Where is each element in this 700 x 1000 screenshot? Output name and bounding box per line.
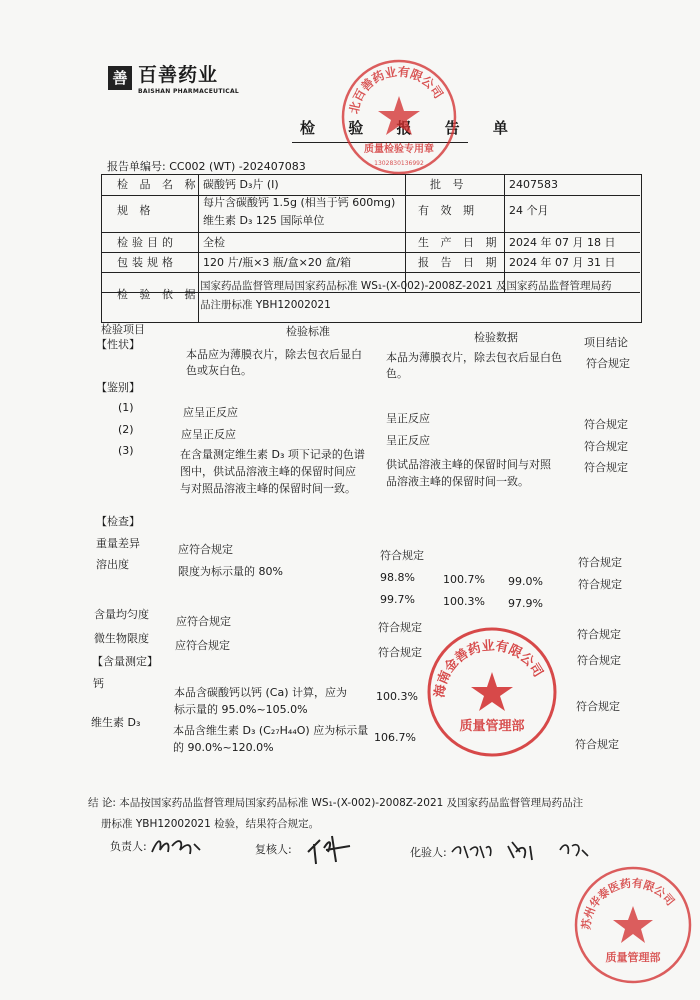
col-standard: 检验标准 (286, 325, 330, 338)
weight-result: 符合规定 (578, 556, 622, 569)
microbe-data: 符合规定 (378, 646, 422, 659)
quality-management-stamp-hainan (424, 624, 560, 760)
report-date-value: 2024 年 07 月 31 日 (509, 256, 616, 269)
section-identification: 【鉴别】 (96, 381, 140, 394)
svg-text:苏州华泰医药有限公司: 苏州华泰医药有限公司 (579, 876, 677, 931)
responsible-signature (148, 832, 204, 860)
reviewer-label: 复核人: (255, 843, 292, 856)
section-inspection: 【检查】 (96, 515, 140, 528)
svg-text:海南金善药业有限公司: 海南金善药业有限公司 (432, 638, 546, 699)
weight-std: 应符合规定 (178, 543, 233, 556)
section-appearance: 【性状】 (96, 338, 140, 351)
ident-2-std: 应呈正反应 (181, 428, 236, 441)
spec-value-2: 维生素 D₃ 125 国际单位 (203, 214, 325, 227)
appearance-result: 符合规定 (586, 357, 630, 370)
purpose-label: 检验目的 (117, 236, 177, 249)
vd-data: 106.7% (374, 731, 416, 744)
spec-label: 规 格 (117, 204, 155, 217)
reviewer-signature (302, 828, 354, 868)
microbe-std: 应符合规定 (175, 639, 230, 652)
package-label: 包装规格 (117, 256, 177, 269)
weight-label: 重量差异 (96, 537, 140, 550)
ident-1-data: 呈正反应 (386, 412, 430, 425)
package-value: 120 片/瓶×3 瓶/盒×20 盒/箱 (203, 256, 352, 269)
col-data: 检验数据 (474, 331, 518, 344)
company-logo-icon: 善 (108, 66, 132, 90)
ident-2-data: 呈正反应 (386, 434, 430, 447)
product-name-value: 碳酸钙 D₃片 (I) (203, 178, 279, 191)
ident-3-data-1: 供试品溶液主峰的保留时间与对照 (386, 458, 551, 471)
appearance-std-1: 本品应为薄膜衣片，除去包衣后显白 (186, 348, 362, 361)
col-conclusion: 项目结论 (584, 336, 628, 349)
col-item: 检验项目 (101, 323, 145, 336)
report-number: 报告单编号: CC002 (WT) -202407083 (107, 160, 306, 173)
ident-3-data-2: 品溶液主峰的保留时间一致。 (386, 475, 529, 488)
company-name-cn: 百善药业 (138, 64, 219, 86)
ca-std-1: 本品含碳酸钙以钙 (Ca) 计算，应为 (174, 686, 347, 699)
uniformity-data: 符合规定 (378, 621, 422, 634)
weight-data: 符合规定 (380, 549, 424, 562)
ca-label: 钙 (93, 677, 104, 690)
basis-value-1: 国家药品监督管理局国家药品标准 WS₁-(X-002)-2008Z-2021 及国家药品监督管理局药 (200, 280, 612, 292)
document-title: 检 验 报 告 单 (300, 119, 522, 137)
dissolution-value-6: 97.9% (508, 597, 543, 610)
quality-management-stamp-suzhou (572, 864, 694, 986)
uniformity-label: 含量均匀度 (94, 608, 149, 621)
uniformity-result: 符合规定 (577, 628, 621, 641)
batch-label: 批 号 (430, 178, 468, 191)
vd-std-2: 的 90.0%~120.0% (173, 741, 274, 754)
appearance-data-2: 色。 (386, 367, 408, 380)
ident-2-no: (2) (118, 423, 134, 436)
validity-value: 24 个月 (509, 204, 549, 217)
production-date-value: 2024 年 07 月 18 日 (509, 236, 616, 249)
product-name-label: 检 品 名 称 (117, 178, 200, 191)
ident-1-std: 应呈正反应 (183, 406, 238, 419)
company-name-en: BAISHAN PHARMACEUTICAL (138, 88, 240, 95)
svg-text:质量管理部: 质量管理部 (605, 951, 661, 964)
ca-data: 100.3% (376, 690, 418, 703)
ca-result: 符合规定 (576, 700, 620, 713)
ident-3-result: 符合规定 (584, 461, 628, 474)
responsible-label: 负责人: (110, 840, 147, 853)
ca-std-2: 标示量的 95.0%~105.0% (174, 703, 308, 716)
section-assay: 【含量测定】 (92, 655, 158, 668)
dissolution-value-5: 100.3% (443, 595, 485, 608)
ident-3-no: (3) (118, 444, 134, 457)
basis-value-2: 品注册标准 YBH12002021 (200, 299, 331, 311)
report-date-label: 报 告 日 期 (418, 256, 501, 269)
tester-signatures (450, 836, 610, 864)
microbe-result: 符合规定 (577, 654, 621, 667)
dissolution-std: 限度为标示量的 80% (178, 565, 283, 578)
svg-text:质量管理部: 质量管理部 (459, 719, 525, 734)
appearance-std-2: 色或灰白色。 (186, 364, 252, 377)
appearance-data-1: 本品为薄膜衣片，除去包衣后显白色 (386, 351, 562, 364)
ident-3-std-3: 与对照品溶液主峰的保留时间一致。 (180, 482, 356, 495)
dissolution-value-2: 100.7% (443, 573, 485, 586)
purpose-value: 全检 (203, 236, 225, 249)
spec-value-1: 每片含碳酸钙 1.5g (相当于钙 600mg) (203, 196, 396, 209)
validity-label: 有 效 期 (418, 204, 478, 217)
basis-label: 检 验 依 据 (117, 288, 200, 301)
dissolution-value-3: 99.0% (508, 575, 543, 588)
vd-label: 维生素 D₃ (91, 716, 141, 729)
conclusion-line-1: 结 论: 本品按国家药品监督管理局国家药品标准 WS₁-(X-002)-2008Z-2021 及国家药品监督管理局药品注 (88, 797, 584, 809)
dissolution-label: 溶出度 (96, 558, 129, 571)
production-date-label: 生 产 日 期 (418, 236, 501, 249)
batch-value: 2407583 (509, 178, 558, 191)
dissolution-result: 符合规定 (578, 578, 622, 591)
ident-3-std-1: 在含量测定维生素 D₃ 项下记录的色谱 (180, 448, 365, 461)
quality-inspection-stamp (338, 56, 460, 178)
svg-text:1302830136992: 1302830136992 (374, 160, 424, 167)
dissolution-value-1: 98.8% (380, 571, 415, 584)
svg-text:质量检验专用章: 质量检验专用章 (364, 144, 434, 155)
ident-2-result: 符合规定 (584, 440, 628, 453)
ident-1-result: 符合规定 (584, 418, 628, 431)
vd-result: 符合规定 (575, 738, 619, 751)
uniformity-std: 应符合规定 (176, 615, 231, 628)
conclusion-line-2: 册标准 YBH12002021 检验，结果符合规定。 (101, 818, 320, 830)
svg-text:北百善药业有限公司: 北百善药业有限公司 (346, 64, 446, 115)
microbe-label: 微生物限度 (94, 632, 149, 645)
tester-label: 化验人: (410, 846, 447, 859)
ident-3-std-2: 图中，供试品溶液主峰的保留时间应 (180, 465, 356, 478)
ident-1-no: (1) (118, 401, 134, 414)
vd-std-1: 本品含维生素 D₃ (C₂₇H₄₄O) 应为标示量 (173, 724, 369, 737)
dissolution-value-4: 99.7% (380, 593, 415, 606)
